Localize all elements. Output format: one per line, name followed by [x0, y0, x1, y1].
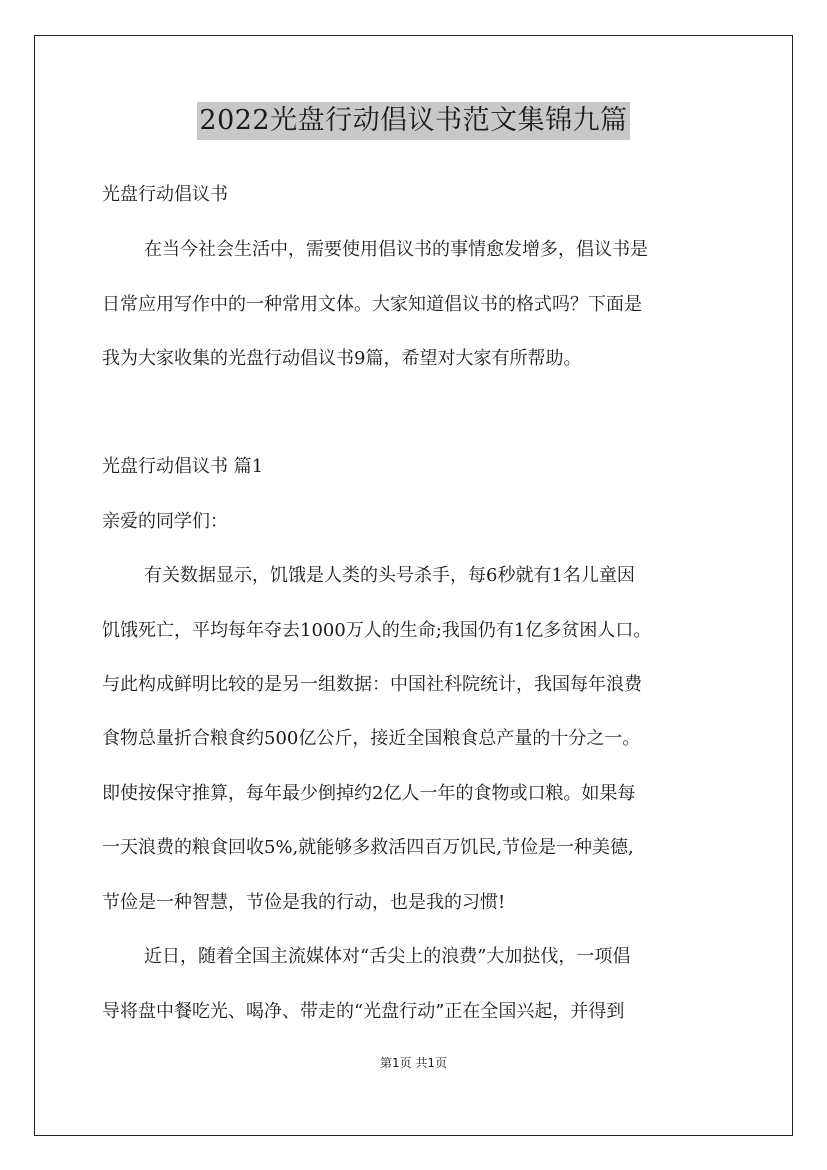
paragraph-line: 导将盘中餐吃光、喝净、带走的“光盘行动”正在全国兴起，并得到 — [102, 1001, 625, 1022]
salutation: 亲爱的同学们： — [102, 511, 228, 532]
paragraph-line: 即使按保守推算，每年最少倒掉约2亿人一年的食物或口粮。如果每 — [102, 783, 636, 804]
paragraph-line: 我为大家收集的光盘行动倡议书9篇，希望对大家有所帮助。 — [102, 348, 582, 369]
paragraph-line: 日常应用写作中的一种常用文体。大家知道倡议书的格式吗？下面是 — [102, 294, 642, 315]
paragraph-line: 食物总量折合粮食约500亿公斤，接近全国粮食总产量的十分之一。 — [102, 728, 641, 749]
paragraph-line: 饥饿死亡，平均每年夺去1000万人的生命;我国仍有1亿多贫困人口。 — [102, 620, 652, 641]
section-heading: 光盘行动倡议书 — [102, 184, 228, 205]
section-heading: 光盘行动倡议书 篇1 — [102, 456, 264, 477]
title-container — [0, 102, 827, 140]
document-title: 2022光盘行动倡议书范文集锦九篇 — [197, 102, 629, 140]
paragraph-line: 节俭是一种智慧，节俭是我的行动，也是我的习惯! — [102, 892, 506, 913]
paragraph-line: 在当今社会生活中，需要使用倡议书的事情愈发增多，倡议书是 — [144, 239, 648, 260]
paragraph-line: 与此构成鲜明比较的是另一组数据：中国社科院统计，我国每年浪费 — [102, 674, 642, 695]
paragraph-line: 一天浪费的粮食回收5%,就能够多救活四百万饥民,节俭是一种美德, — [102, 837, 634, 858]
paragraph-line: 有关数据显示，饥饿是人类的头号杀手，每6秒就有1名儿童因 — [144, 565, 635, 586]
page-footer: 第1页 共1页 — [379, 1056, 448, 1070]
paragraph-line: 近日，随着全国主流媒体对“舌尖上的浪费”大加挞伐，一项倡 — [144, 946, 631, 967]
